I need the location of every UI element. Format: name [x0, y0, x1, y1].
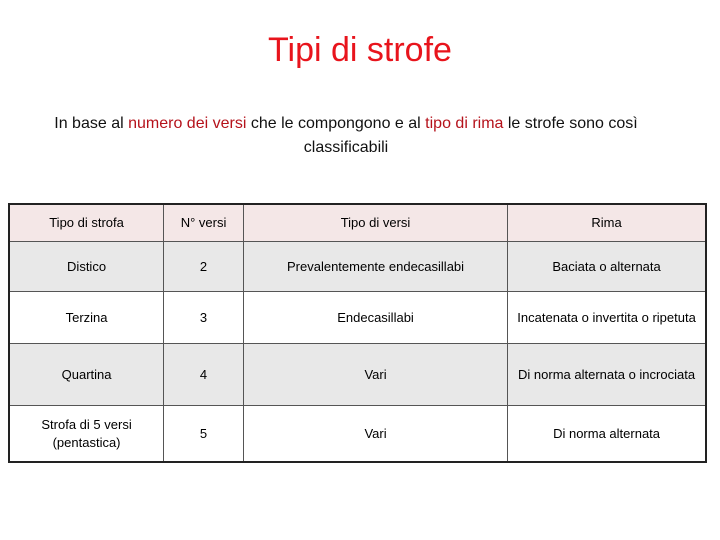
- table-header-row: [9, 204, 706, 242]
- cell-numero-versi: 4: [164, 344, 244, 406]
- cell-rima: Di norma alternata o incrociata: [508, 344, 706, 406]
- intro-text: [40, 112, 652, 160]
- strofe-table: [8, 203, 707, 463]
- intro-part1: In base al: [54, 115, 129, 132]
- intro-highlight-numero: numero dei versi: [128, 115, 247, 132]
- header-tipo-versi: Tipo di versi: [243, 204, 507, 242]
- header-numero-versi: N° versi: [164, 204, 244, 242]
- intro-highlight-rima: tipo di rima: [425, 115, 504, 132]
- cell-tipo-strofa: Distico: [9, 242, 164, 292]
- cell-tipo-versi: Endecasillabi: [243, 292, 507, 344]
- cell-numero-versi: 2: [164, 242, 244, 292]
- cell-rima: Baciata o alternata: [508, 242, 706, 292]
- table-row: [9, 292, 706, 344]
- header-rima: Rima: [508, 204, 706, 242]
- cell-rima: Di norma alternata: [508, 406, 706, 463]
- intro-part3: le strofe sono così classificabili: [303, 115, 638, 156]
- cell-tipo-strofa: Quartina: [9, 344, 164, 406]
- cell-numero-versi: 3: [164, 292, 244, 344]
- cell-rima: Incatenata o invertita o ripetuta: [508, 292, 706, 344]
- cell-tipo-versi: Vari: [243, 406, 507, 463]
- table-row: [9, 344, 706, 406]
- cell-tipo-strofa: Strofa di 5 versi (pentastica): [9, 406, 164, 463]
- table-row: [9, 406, 706, 463]
- cell-tipo-versi: Prevalentemente endecasillabi: [243, 242, 507, 292]
- header-tipo-strofa: Tipo di strofa: [9, 204, 164, 242]
- cell-tipo-versi: Vari: [243, 344, 507, 406]
- cell-tipo-strofa: Terzina: [9, 292, 164, 344]
- intro-part2: che le compongono e al: [246, 115, 426, 132]
- cell-numero-versi: 5: [164, 406, 244, 463]
- table-row: [9, 242, 706, 292]
- page-title: Tipi di strofe: [268, 31, 452, 69]
